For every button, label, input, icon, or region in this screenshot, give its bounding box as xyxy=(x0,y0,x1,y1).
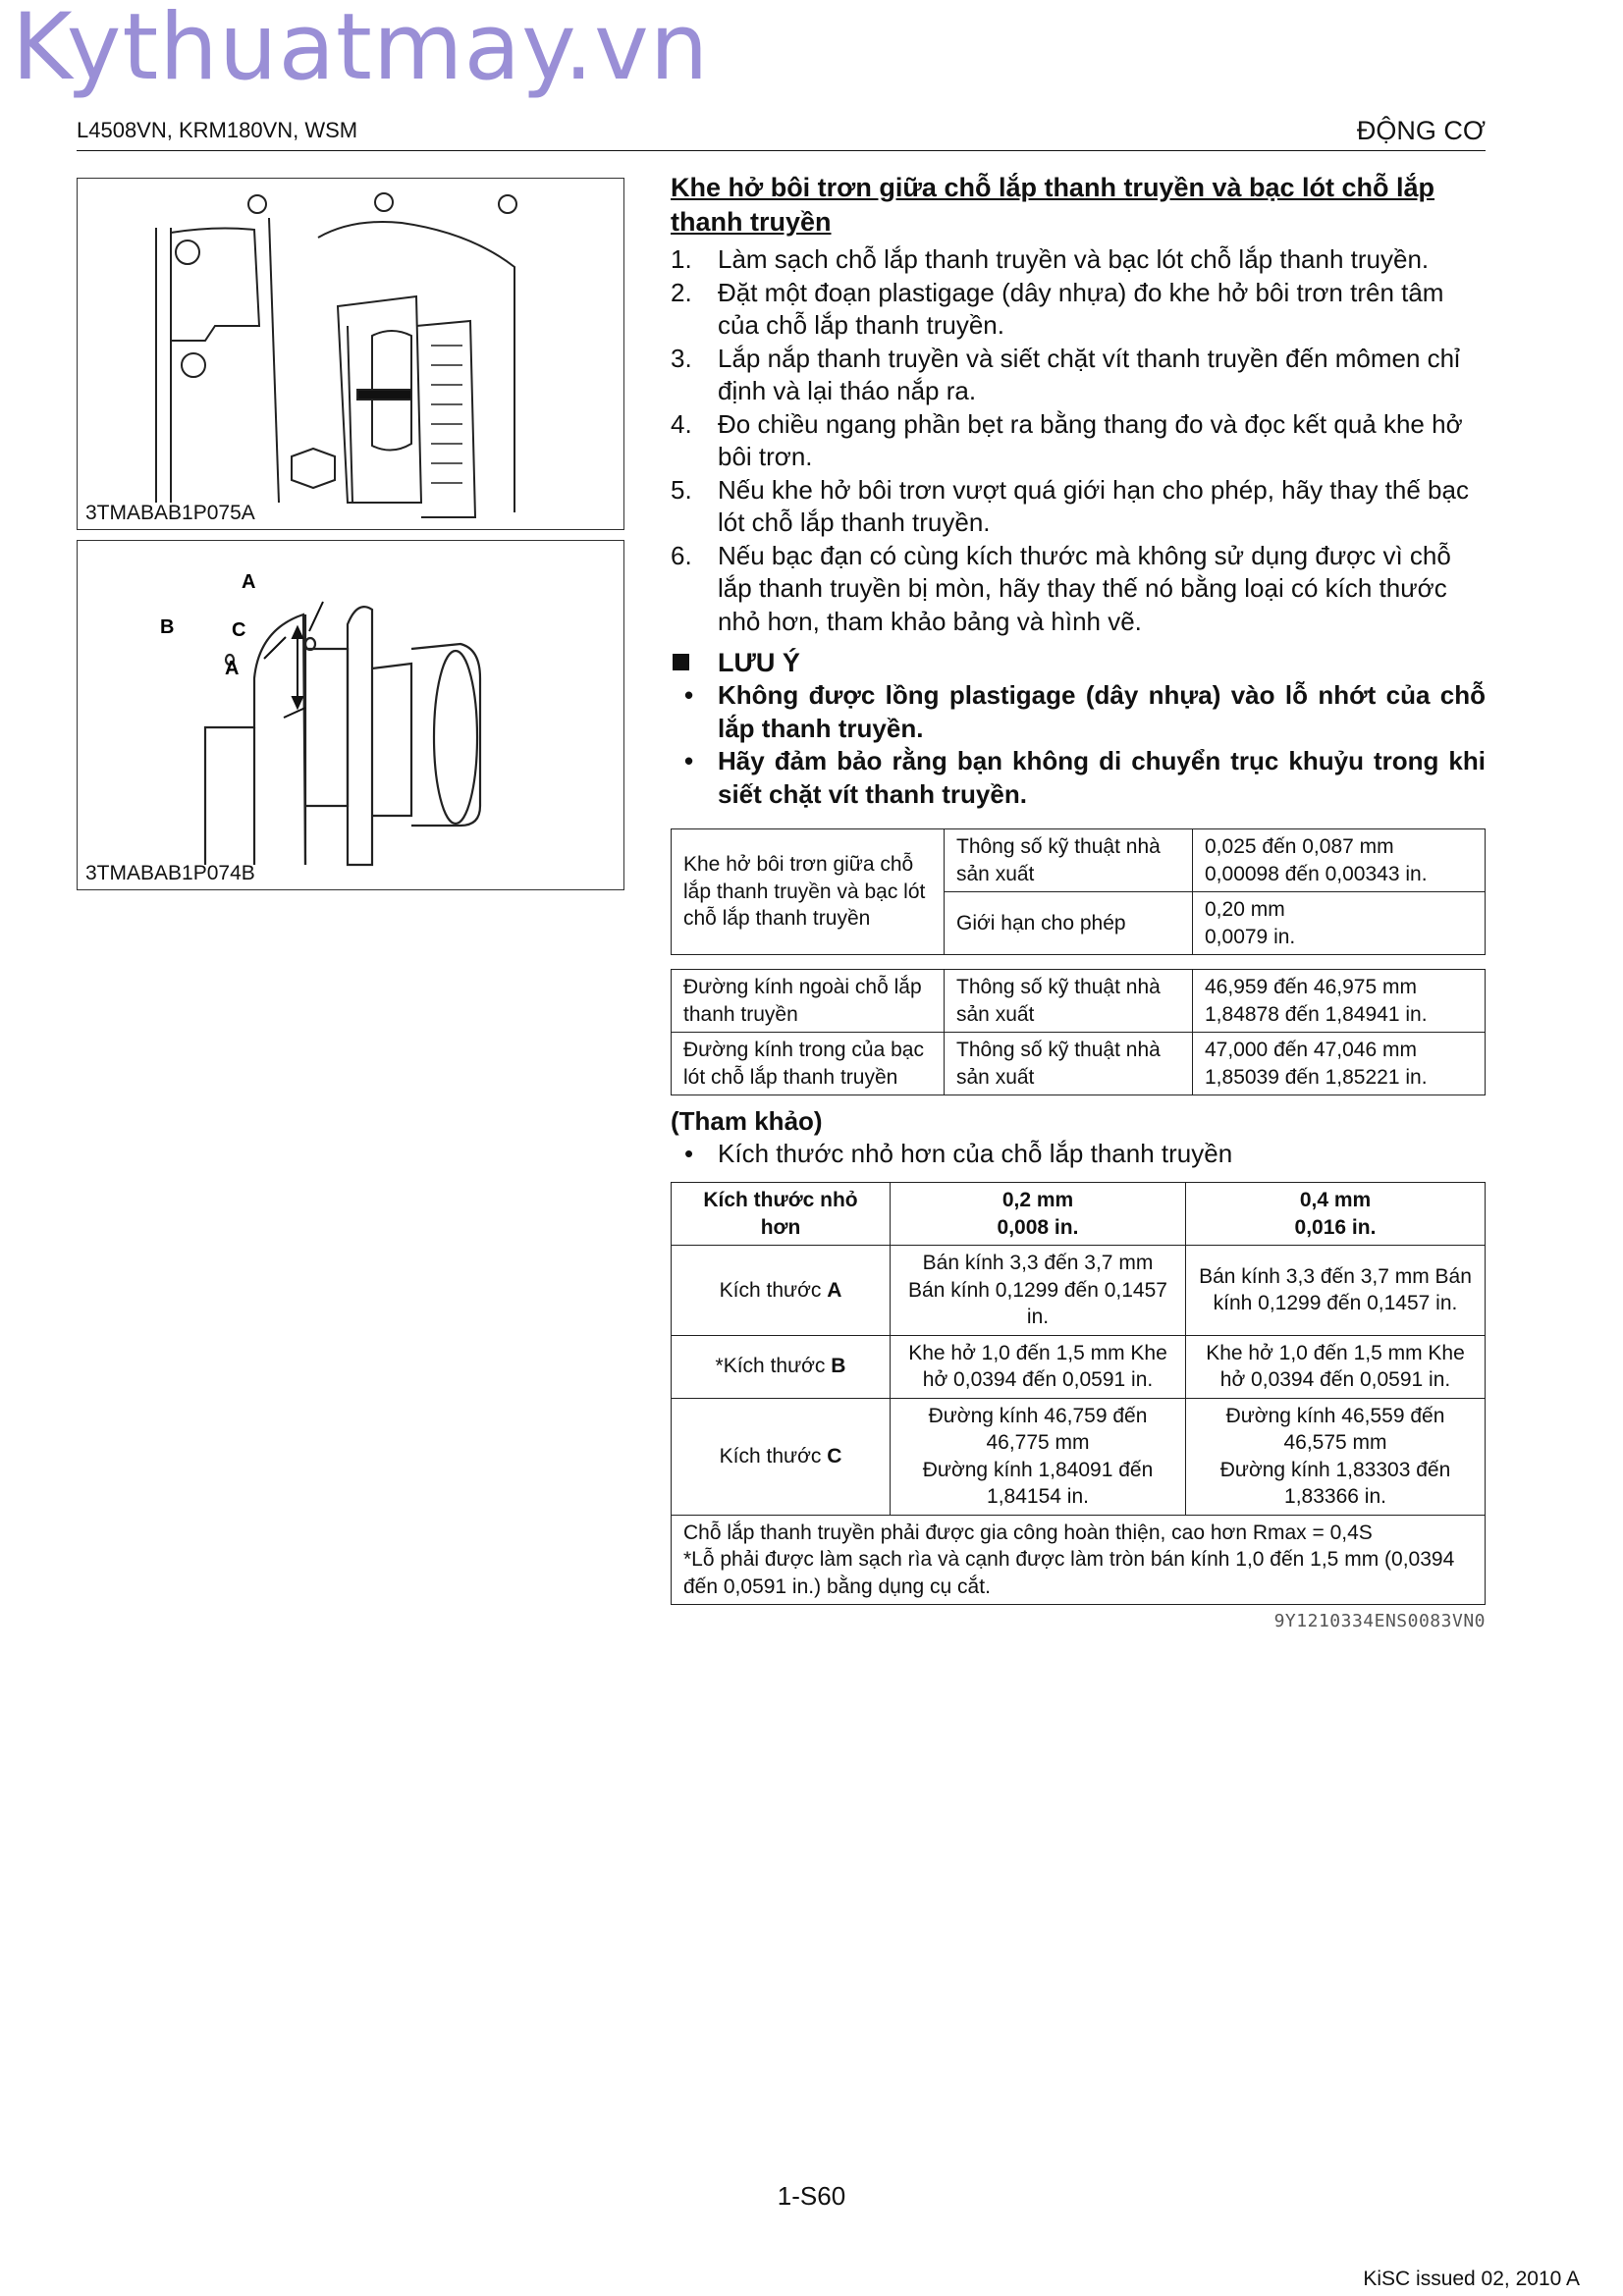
table-row xyxy=(672,829,1486,892)
table-header-cell: 0,4 mm 0,016 in. xyxy=(1186,1183,1486,1246)
table-row xyxy=(672,1033,1486,1095)
table-cell: Khe hở 1,0 đến 1,5 mm Khe hở 0,0394 đến 0,0591 in. xyxy=(1186,1335,1486,1398)
table-cell: Đường kính ngoài chỗ lắp thanh truyền xyxy=(672,970,945,1033)
plastigage-illustration xyxy=(78,179,623,529)
table-row xyxy=(672,1246,1486,1336)
label-a-bottom: A xyxy=(225,658,240,679)
section-title: Khe hở bôi trơn giữa chỗ lắp thanh truyền và bạc lót chỗ lắp thanh truyền xyxy=(671,173,1435,237)
table-cell: Kích thước A xyxy=(672,1246,891,1336)
table-cell: Giới hạn cho phép xyxy=(945,892,1193,955)
note-heading: LƯU Ý xyxy=(671,646,1486,679)
header-model: L4508VN, KRM180VN, WSM xyxy=(77,118,358,142)
square-bullet-icon xyxy=(673,654,689,670)
content-column xyxy=(671,171,1486,1631)
table-cell: Đường kính 46,759 đến 46,775 mm Đường kính 1,84091 đến 1,84154 in. xyxy=(891,1398,1186,1515)
note-list xyxy=(671,679,1486,811)
table-cell: Khe hở bôi trơn giữa chỗ lắp thanh truyền và bạc lót chỗ lắp thanh truyền xyxy=(672,829,945,955)
table-cell: *Kích thước B xyxy=(672,1335,891,1398)
clearance-spec-table xyxy=(671,828,1486,955)
step-item: 1. Làm sạch chỗ lắp thanh truyền và bạc lót chỗ lắp thanh truyền. xyxy=(671,244,1430,274)
table-cell: Thông số kỹ thuật nhà sản xuất xyxy=(945,829,1193,892)
table-row xyxy=(672,970,1486,1033)
step-item: 3. Lắp nắp thanh truyền và siết chặt vít thanh truyền đến mômen chỉ định và lại tháo nắp ra. xyxy=(671,343,1460,405)
table-cell: Đường kính trong của bạc lót chỗ lắp thanh truyền xyxy=(672,1033,945,1095)
table-cell: Khe hở 1,0 đến 1,5 mm Khe hở 0,0394 đến 0,0591 in. xyxy=(891,1335,1186,1398)
document-code: 9Y1210334ENS0083VN0 xyxy=(1273,1611,1486,1631)
step-item: 6. Nếu bạc đạn có cùng kích thước mà không sử dụng được vì chỗ lắp thanh truyền bị mòn, hãy thay thế nó bằng loại có kích thước nhỏ hơn, tham khảo bảng và hình vẽ. xyxy=(671,540,1451,636)
table-row xyxy=(672,1398,1486,1515)
note-item: • Hãy đảm bảo rằng bạn không di chuyển trục khuỷu trong khi siết chặt vít thanh truyền. xyxy=(684,746,1486,809)
table-note-row xyxy=(672,1515,1486,1605)
table-cell: 0,025 đến 0,087 mm 0,00098 đến 0,00343 in. xyxy=(1193,829,1486,892)
undersize-table xyxy=(671,1182,1486,1605)
header-rule xyxy=(77,150,1486,151)
footer-issue: KiSC issued 02, 2010 A xyxy=(1363,2268,1580,2290)
label-b: B xyxy=(160,616,175,638)
step-item: 4. Đo chiều ngang phần bẹt ra bằng thang đo và đọc kết quả khe hở bôi trơn. xyxy=(671,408,1463,471)
bullet-icon: • xyxy=(684,1139,694,1168)
bullet-icon: • xyxy=(684,680,694,710)
watermark: Kythuatmay.vn xyxy=(12,0,710,101)
table-cell: 46,959 đến 46,975 mm 1,84878 đến 1,84941 in. xyxy=(1193,970,1486,1033)
table-cell: Thông số kỹ thuật nhà sản xuất xyxy=(945,970,1193,1033)
table-cell: 0,20 mm 0,0079 in. xyxy=(1193,892,1486,955)
table-row xyxy=(672,1335,1486,1398)
table-cell: Kích thước C xyxy=(672,1398,891,1515)
note-item: • Không được lồng plastigage (dây nhựa) vào lỗ nhớt của chỗ lắp thanh truyền. xyxy=(684,680,1486,743)
table-note-cell: Chỗ lắp thanh truyền phải được gia công hoàn thiện, cao hơn Rmax = 0,4S *Lỗ phải được làm sạch rìa và cạnh được làm tròn bán kính 1,0 đến 1,5 mm (0,0394 đến 0,0591 in.) bằng dụng cụ cắt. xyxy=(672,1515,1486,1605)
bullet-icon: • xyxy=(684,746,694,775)
table-header-row xyxy=(672,1183,1486,1246)
table-header-cell: Kích thước nhỏ hơn xyxy=(672,1183,891,1246)
reference-title: (Tham khảo) xyxy=(671,1106,823,1136)
label-c: C xyxy=(232,619,246,641)
step-item: 2. Đặt một đoạn plastigage (dây nhựa) đo khe hở bôi trơn trên tâm của chỗ lắp thanh truyền. xyxy=(671,277,1444,340)
procedure-steps xyxy=(671,243,1486,638)
label-a-top: A xyxy=(242,571,256,593)
table-cell: Đường kính 46,559 đến 46,575 mm Đường kính 1,83303 đến 1,83366 in. xyxy=(1186,1398,1486,1515)
table-cell: Thông số kỹ thuật nhà sản xuất xyxy=(945,1033,1193,1095)
table-cell: 47,000 đến 47,046 mm 1,85039 đến 1,85221 in. xyxy=(1193,1033,1486,1095)
reference-bullet: • Kích thước nhỏ hơn của chỗ lắp thanh truyền xyxy=(684,1139,1233,1168)
crankpin-illustration xyxy=(78,541,623,889)
table-cell: Bán kính 3,3 đến 3,7 mm Bán kính 0,1299 đến 0,1457 in. xyxy=(1186,1246,1486,1336)
figure-plastigage-photo xyxy=(77,178,624,530)
table-cell: Bán kính 3,3 đến 3,7 mm Bán kính 0,1299 đến 0,1457 in. xyxy=(891,1246,1186,1336)
figure-caption: 3TMABAB1P074B xyxy=(85,862,255,884)
page-number: 1-S60 xyxy=(777,2181,846,2211)
table-header-cell: 0,2 mm 0,008 in. xyxy=(891,1183,1186,1246)
figure-caption: 3TMABAB1P075A xyxy=(85,502,255,524)
figure-crankpin-dimensions xyxy=(77,540,624,890)
diameter-spec-table xyxy=(671,969,1486,1095)
header-section: ĐỘNG CƠ xyxy=(1356,116,1486,145)
step-item: 5. Nếu khe hở bôi trơn vượt quá giới hạn cho phép, hãy thay thế bạc lót chỗ lắp thanh truyền. xyxy=(671,474,1469,537)
